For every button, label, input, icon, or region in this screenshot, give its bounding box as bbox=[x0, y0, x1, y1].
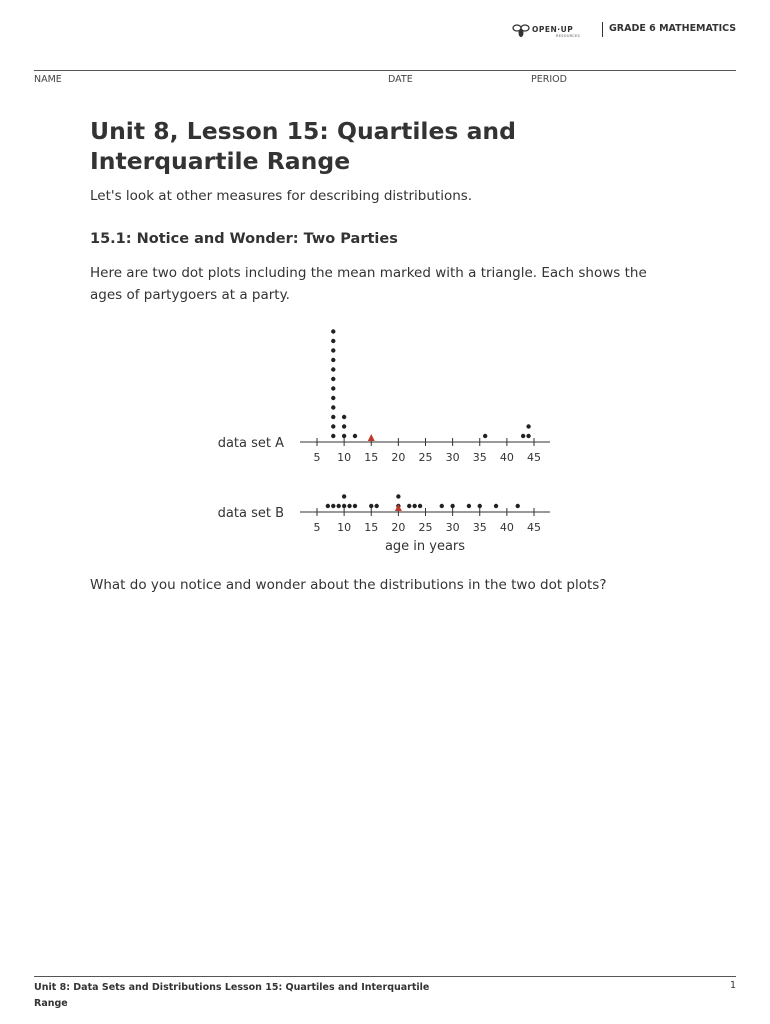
tick-label-b: 45 bbox=[527, 521, 541, 534]
dataset-label-b: data set B bbox=[217, 506, 284, 521]
data-point-a bbox=[331, 434, 335, 438]
data-point-a bbox=[342, 424, 346, 428]
data-point-b bbox=[418, 504, 422, 508]
data-point-b bbox=[440, 504, 444, 508]
tick-label-a: 35 bbox=[472, 451, 487, 464]
data-point-b bbox=[396, 494, 400, 498]
mean-marker-a bbox=[368, 434, 375, 441]
name-field-label: NAME bbox=[34, 74, 62, 85]
x-axis-label: age in years bbox=[384, 539, 466, 554]
data-point-b bbox=[374, 504, 378, 508]
tick-label-b: 30 bbox=[445, 521, 460, 534]
tick-label-a: 45 bbox=[527, 451, 541, 464]
data-point-b bbox=[326, 504, 330, 508]
data-point-a bbox=[331, 396, 335, 400]
header-divider bbox=[602, 22, 603, 37]
tick-label-a: 5 bbox=[313, 451, 321, 464]
tick-label-a: 30 bbox=[445, 451, 460, 464]
page-title: Unit 8, Lesson 15: Quartiles and Interquartile Range bbox=[90, 117, 516, 175]
data-point-b bbox=[412, 504, 416, 508]
intro-text: Let's look at other measures for describing distributions. bbox=[90, 188, 473, 204]
grade-label: GRADE 6 MATHEMATICS bbox=[609, 23, 737, 34]
bee-icon bbox=[512, 22, 530, 40]
data-point-a bbox=[331, 405, 335, 409]
section-heading: 15.1: Notice and Wonder: Two Parties bbox=[90, 231, 398, 247]
tick-label-b: 25 bbox=[418, 521, 433, 534]
mean-marker-b bbox=[395, 504, 402, 511]
data-point-b bbox=[347, 504, 351, 508]
dot-plots bbox=[200, 315, 570, 560]
data-point-b bbox=[331, 504, 335, 508]
logo-subtext: RESOURCES bbox=[556, 34, 581, 38]
data-point-a bbox=[331, 415, 335, 419]
data-point-a bbox=[331, 386, 335, 390]
footer-rule bbox=[34, 976, 736, 977]
tick-label-a: 40 bbox=[499, 451, 514, 464]
instruction-paragraph: Here are two dot plots including the mean marked with a triangle. Each shows the ages of partygoers at a party. bbox=[90, 265, 647, 303]
data-point-a bbox=[353, 434, 357, 438]
header-rule bbox=[34, 70, 736, 71]
data-point-a bbox=[526, 434, 530, 438]
date-field-label: DATE bbox=[388, 74, 413, 85]
data-point-a bbox=[526, 424, 530, 428]
open-up-logo bbox=[512, 22, 594, 40]
data-point-a bbox=[521, 434, 525, 438]
tick-label-b: 10 bbox=[337, 521, 352, 534]
logo-text: OPEN·UP bbox=[532, 25, 574, 34]
data-point-b bbox=[337, 504, 341, 508]
data-point-b bbox=[494, 504, 498, 508]
data-point-b bbox=[407, 504, 411, 508]
footer-text: Unit 8: Data Sets and Distributions Lesson 15: Quartiles and Interquartile Range bbox=[34, 982, 430, 1009]
data-point-b bbox=[342, 504, 346, 508]
data-point-a bbox=[331, 377, 335, 381]
data-point-a bbox=[342, 415, 346, 419]
data-point-a bbox=[331, 358, 335, 362]
tick-label-b: 15 bbox=[364, 521, 379, 534]
tick-label-b: 20 bbox=[391, 521, 406, 534]
question-text: What do you notice and wonder about the distributions in the two dot plots? bbox=[90, 577, 607, 593]
data-point-b bbox=[516, 504, 520, 508]
data-point-b bbox=[478, 504, 482, 508]
data-point-a bbox=[331, 367, 335, 371]
tick-label-a: 15 bbox=[364, 451, 379, 464]
data-point-b bbox=[342, 494, 346, 498]
tick-label-b: 40 bbox=[499, 521, 514, 534]
data-point-a bbox=[342, 434, 346, 438]
dataset-label-a: data set A bbox=[217, 436, 284, 451]
tick-label-b: 5 bbox=[313, 521, 321, 534]
tick-label-a: 20 bbox=[391, 451, 406, 464]
tick-label-a: 10 bbox=[337, 451, 352, 464]
data-point-b bbox=[353, 504, 357, 508]
tick-label-b: 35 bbox=[472, 521, 487, 534]
data-point-a bbox=[331, 329, 335, 333]
data-point-a bbox=[331, 424, 335, 428]
data-point-a bbox=[331, 348, 335, 352]
data-point-a bbox=[483, 434, 487, 438]
tick-label-a: 25 bbox=[418, 451, 433, 464]
page-number: 1 bbox=[730, 980, 737, 991]
data-point-a bbox=[331, 339, 335, 343]
data-point-b bbox=[450, 504, 454, 508]
data-point-b bbox=[467, 504, 471, 508]
data-point-b bbox=[369, 504, 373, 508]
period-field-label: PERIOD bbox=[531, 74, 567, 85]
